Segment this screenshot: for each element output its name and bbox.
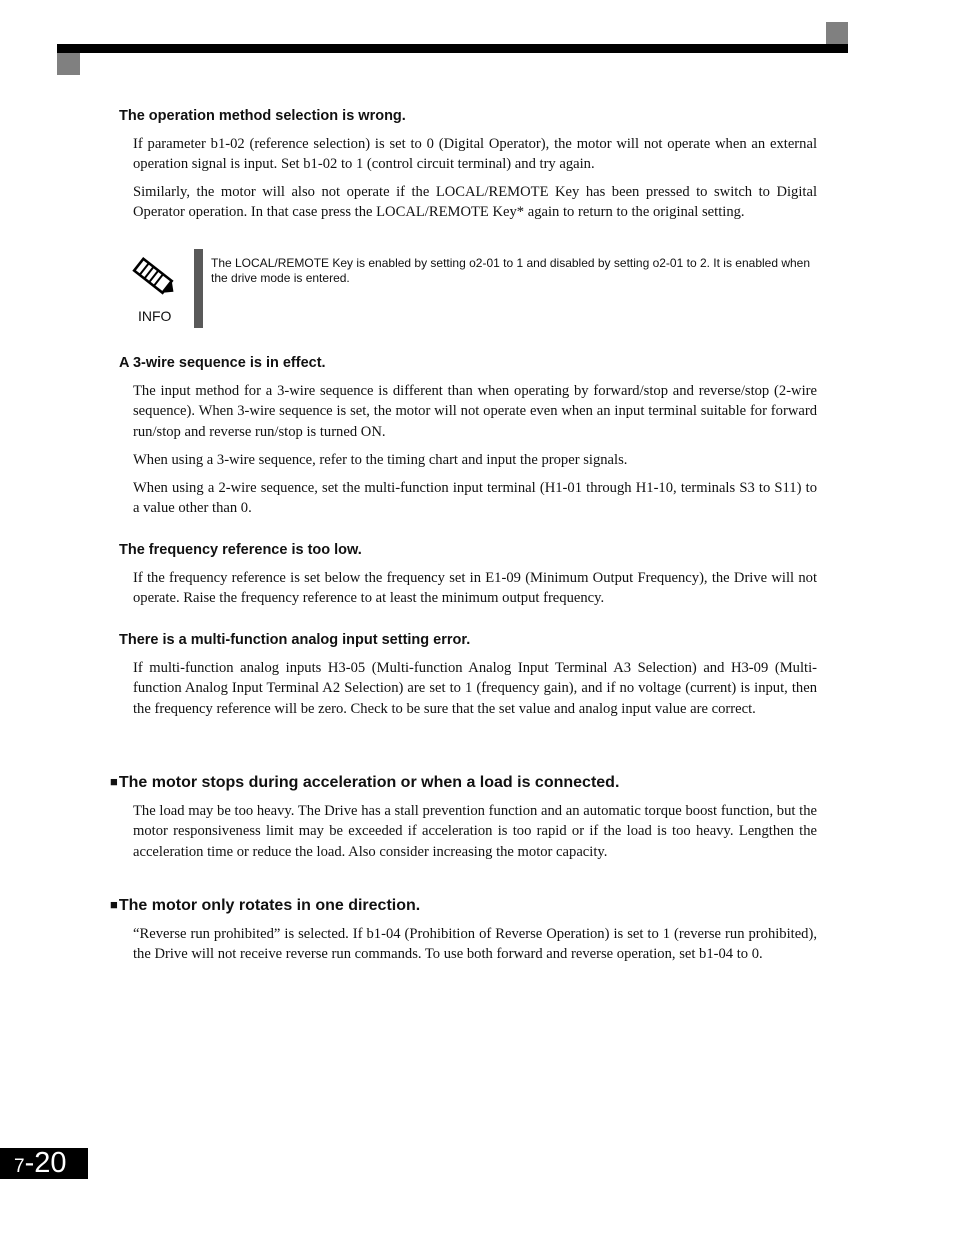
header-rule xyxy=(57,44,848,53)
info-sidebar xyxy=(194,249,203,328)
section-heading-operation-method: The operation method selection is wrong. xyxy=(119,108,406,124)
paragraph: The load may be too heavy. The Drive has a stall prevention function and an automatic torque boost function, but the motor responsiveness limit may be exceeded if acceleration is too rapid or if the load is too heavy. Lengthen the acceleration time or reduce the load. Also consider increasing the motor capacity. xyxy=(133,803,817,860)
paragraph: If multi-function analog inputs H3-05 (Multi-function Analog Input Terminal A3 Selection) and H3-09 (Multi-function Analog Input Terminal A2 Selection) are set to 1 (frequency gain), and if no voltage (current) is input, then the frequency reference will be zero. Check to be sure that the set value and analog input value are correct. xyxy=(133,660,817,717)
page-number: 7-20 xyxy=(14,1147,67,1179)
paragraph: If parameter b1-02 (reference selection) is set to 0 (Digital Operator), the motor will not operate when an external operation signal is input. Set b1-02 to 1 (control circuit terminal) and try again. xyxy=(133,136,817,173)
paragraph: When using a 2-wire sequence, set the multi-function input terminal (H1-01 through H1-10, terminals S3 to S11) to a value other than 0. xyxy=(133,480,817,517)
paragraph: “Reverse run prohibited” is selected. If b1-04 (Prohibition of Reverse Operation) is set to 1 (reverse run prohibited), the Drive will not receive reverse run commands. To use both forward and reverse operation, set b1-04 to 0. xyxy=(133,926,817,963)
square-bullet-icon: ■ xyxy=(110,897,118,912)
section-heading-frequency-low: The frequency reference is too low. xyxy=(119,542,362,558)
info-note: The LOCAL/REMOTE Key is enabled by setting o2-01 to 1 and disabled by setting o2-01 to 2. It is enabled when the drive mode is entered. xyxy=(211,256,811,285)
paragraph: Similarly, the motor will also not operate if the LOCAL/REMOTE Key has been pressed to switch to Digital Operator operation. In that case press the LOCAL/REMOTE Key* again to return to the original setting. xyxy=(133,184,817,221)
square-bullet-icon: ■ xyxy=(110,774,118,789)
section-heading-motor-stops: ■The motor stops during acceleration or when a load is connected. xyxy=(110,774,620,791)
info-label: INFO xyxy=(138,308,172,324)
section-heading-analog-input: There is a multi-function analog input setting error. xyxy=(119,632,471,648)
paragraph: If the frequency reference is set below the frequency set in E1-09 (Minimum Output Frequency), the Drive will not operate. Raise the frequency reference to at least the minimum output frequency. xyxy=(133,570,817,607)
section-heading-3-wire: A 3-wire sequence is in effect. xyxy=(119,355,326,371)
header-marker-left xyxy=(57,53,80,75)
section-heading-one-direction: ■The motor only rotates in one direction. xyxy=(110,897,421,914)
pencil-note-icon xyxy=(131,256,179,300)
paragraph: When using a 3-wire sequence, refer to the timing chart and input the proper signals. xyxy=(133,452,628,468)
paragraph: The input method for a 3-wire sequence is different than when operating by forward/stop and reverse/stop (2-wire sequence). When 3-wire sequence is set, the motor will not operate even when an input terminal suitable for forward run/stop and reverse run/stop is turned ON. xyxy=(133,383,817,440)
header-marker-right xyxy=(826,22,848,44)
